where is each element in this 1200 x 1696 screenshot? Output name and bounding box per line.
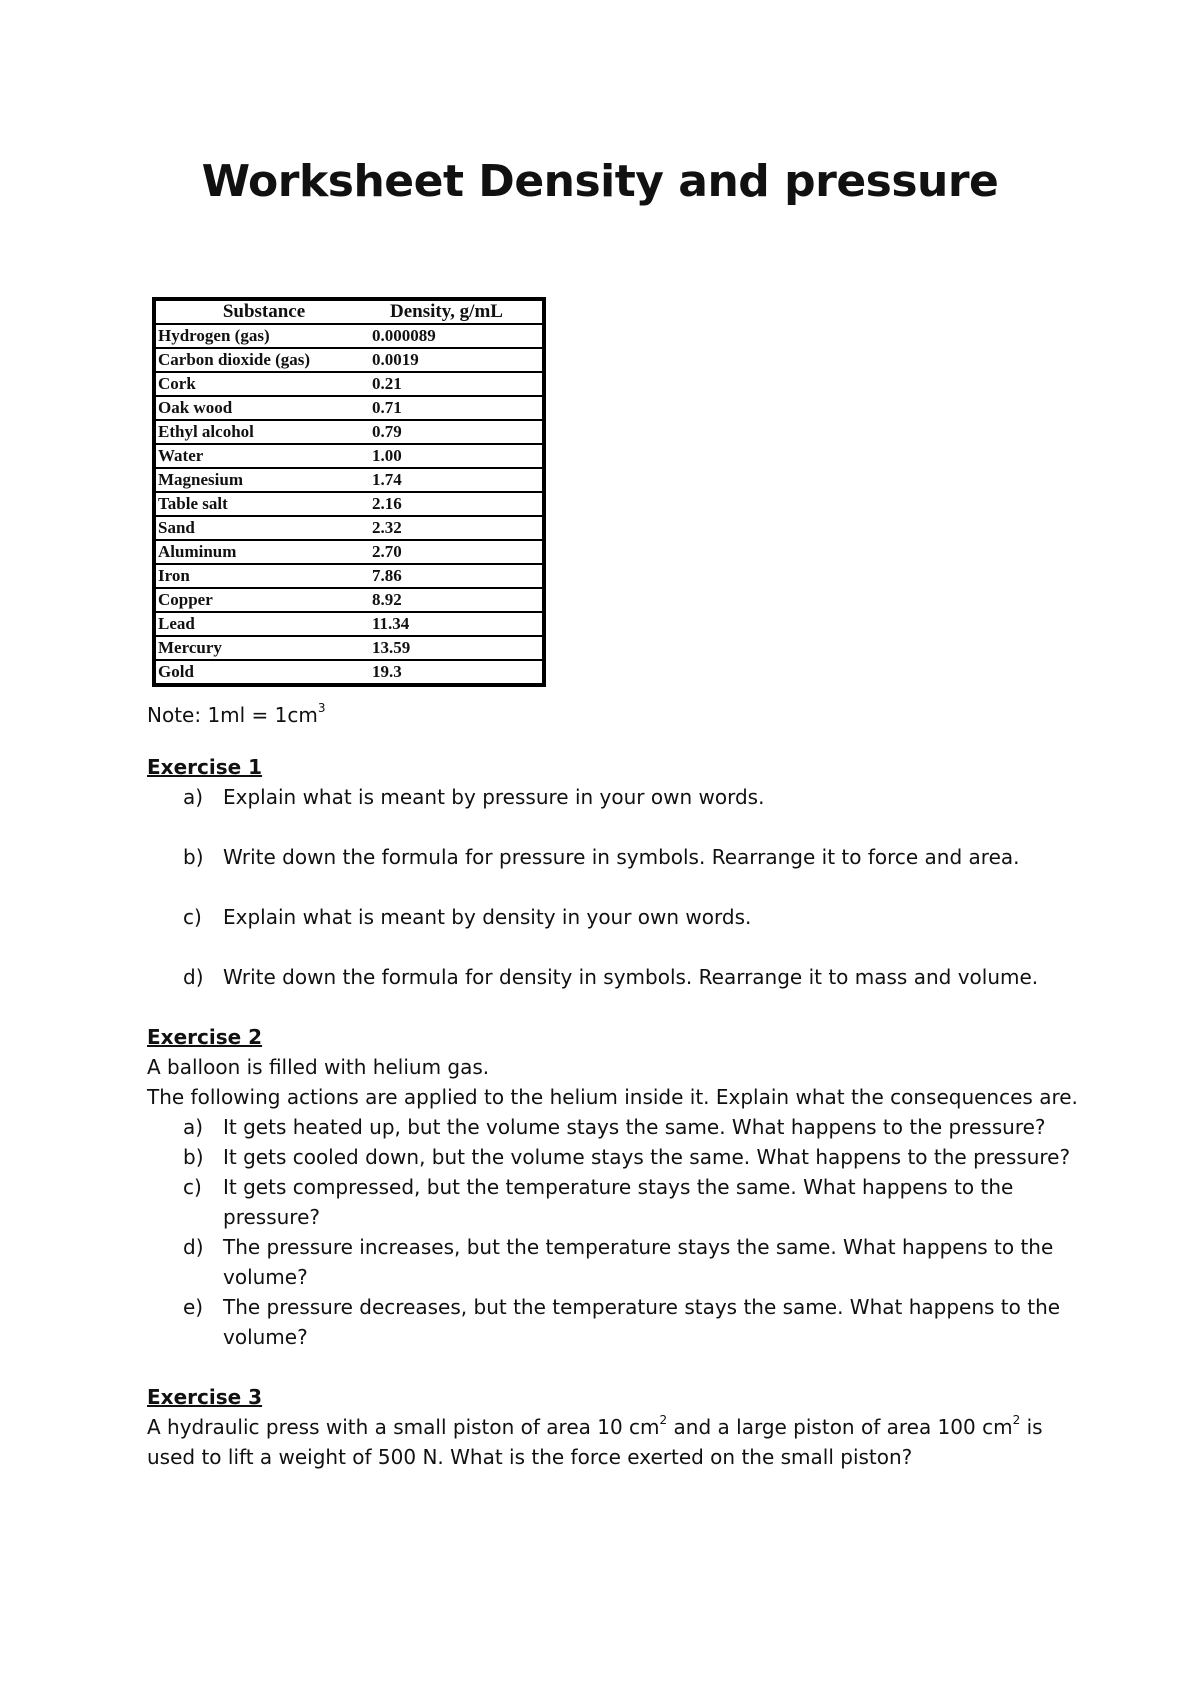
- exercise-3-text-part1: A hydraulic press with a small piston of area 10 cm: [147, 1415, 660, 1439]
- table-row: [154, 396, 544, 420]
- density-table: [152, 297, 546, 687]
- density-cell: 19.3: [372, 662, 402, 681]
- item-text: It gets cooled down, but the volume stays the same. What happens to the pressure?: [223, 1145, 1071, 1169]
- density-cell: 13.59: [370, 636, 544, 660]
- list-item: [147, 1112, 1087, 1142]
- exercise-3-heading: Exercise 3: [147, 1385, 263, 1409]
- item-text: Write down the formula for density in symbols. Rearrange it to mass and volume.: [223, 965, 1039, 989]
- density-cell: 2.70: [370, 540, 544, 564]
- superscript-2: 2: [1012, 1413, 1021, 1428]
- substance-cell: Copper: [154, 588, 370, 612]
- density-cell: 0.0019: [370, 348, 544, 372]
- table-row: [154, 348, 544, 372]
- exercise-1-heading: Exercise 1: [147, 755, 263, 779]
- density-cell: 1.74: [370, 468, 544, 492]
- substance-cell: Sand: [154, 516, 370, 540]
- density-cell: 0.79: [370, 420, 544, 444]
- item-marker: a): [183, 785, 204, 809]
- table-row: [154, 612, 544, 636]
- list-item: [147, 962, 1087, 992]
- item-text: It gets compressed, but the temperature stays the same. What happens to the pressure?: [223, 1175, 1014, 1229]
- item-text: Write down the formula for pressure in symbols. Rearrange it to force and area.: [223, 845, 1020, 869]
- exercise-3-text-part2: and a large piston of area 100 cm: [667, 1415, 1013, 1439]
- item-marker: e): [183, 1295, 204, 1319]
- exercise-2-list: [147, 1112, 1087, 1352]
- list-item: [147, 1232, 1087, 1292]
- substance-cell: Ethyl alcohol: [154, 420, 370, 444]
- item-marker: d): [183, 965, 204, 989]
- item-text: It gets heated up, but the volume stays the same. What happens to the pressure?: [223, 1115, 1046, 1139]
- list-item: [147, 782, 1087, 812]
- list-item: [147, 1172, 1087, 1232]
- substance-cell: Mercury: [154, 636, 370, 660]
- substance-cell: Magnesium: [154, 468, 370, 492]
- substance-cell: Cork: [154, 372, 370, 396]
- substance-cell: Carbon dioxide (gas): [154, 348, 370, 372]
- density-cell: 0.71: [370, 396, 544, 420]
- item-text: Explain what is meant by pressure in your own words.: [223, 785, 765, 809]
- table-row: [154, 588, 544, 612]
- list-item: [147, 902, 1087, 932]
- item-text: The pressure decreases, but the temperature stays the same. What happens to the volume?: [223, 1295, 1061, 1349]
- page-title: Worksheet Density and pressure: [201, 156, 999, 207]
- density-cell: 1.00: [370, 444, 544, 468]
- item-marker: d): [183, 1235, 204, 1259]
- density-cell: 2.16: [370, 492, 544, 516]
- density-cell: 8.92: [370, 588, 544, 612]
- substance-cell: Iron: [154, 564, 370, 588]
- table-row: [154, 564, 544, 588]
- unit-note: [147, 700, 1087, 730]
- table-row: [154, 468, 544, 492]
- exercise-2-intro-line1: A balloon is filled with helium gas.: [147, 1055, 490, 1079]
- header-substance: Substance: [154, 299, 370, 324]
- list-item: [147, 1292, 1087, 1352]
- substance-cell: Gold: [158, 662, 194, 681]
- table-row: [154, 516, 544, 540]
- superscript-2: 2: [659, 1413, 668, 1428]
- note-text: Note: 1ml = 1cm: [147, 703, 318, 727]
- table-row: [154, 636, 544, 660]
- item-marker: a): [183, 1115, 204, 1139]
- substance-cell: Lead: [154, 612, 370, 636]
- list-item: [147, 1142, 1087, 1172]
- density-cell: 11.34: [370, 612, 544, 636]
- exercise-3-text: [147, 1412, 1087, 1472]
- table-row: [154, 420, 544, 444]
- density-cell: 0.000089: [370, 324, 544, 348]
- table-row: [154, 492, 544, 516]
- table-row: [154, 540, 544, 564]
- list-item: [147, 842, 1087, 872]
- exercise-2-intro-line2: The following actions are applied to the helium inside it. Explain what the consequences are.: [147, 1085, 1078, 1109]
- substance-cell: Oak wood: [154, 396, 370, 420]
- item-marker: c): [183, 905, 202, 929]
- table-row: [154, 372, 544, 396]
- table-row: [154, 324, 544, 348]
- note-superscript: 3: [317, 701, 326, 716]
- item-text: Explain what is meant by density in your own words.: [223, 905, 752, 929]
- table-header-row: [154, 299, 544, 324]
- substance-cell: Aluminum: [154, 540, 370, 564]
- exercise-2-heading: Exercise 2: [147, 1025, 263, 1049]
- header-density: Density, g/mL: [370, 299, 544, 324]
- exercise-3-text-part3: is used to lift a weight of 500 N. What is the force exerted on the small piston?: [147, 1415, 1043, 1469]
- table-row: [154, 660, 544, 685]
- substance-cell: Table salt: [154, 492, 370, 516]
- density-cell: 7.86: [370, 564, 544, 588]
- substance-cell: Hydrogen (gas): [154, 324, 370, 348]
- item-marker: c): [183, 1175, 202, 1199]
- exercise-1-list: [147, 782, 1087, 992]
- item-text: The pressure increases, but the temperature stays the same. What happens to the volume?: [223, 1235, 1054, 1289]
- item-marker: b): [183, 1145, 204, 1169]
- table-row: [154, 444, 544, 468]
- density-cell: 2.32: [370, 516, 544, 540]
- worksheet-body: [147, 700, 1087, 1472]
- density-cell: 0.21: [370, 372, 544, 396]
- item-marker: b): [183, 845, 204, 869]
- substance-cell: Water: [154, 444, 370, 468]
